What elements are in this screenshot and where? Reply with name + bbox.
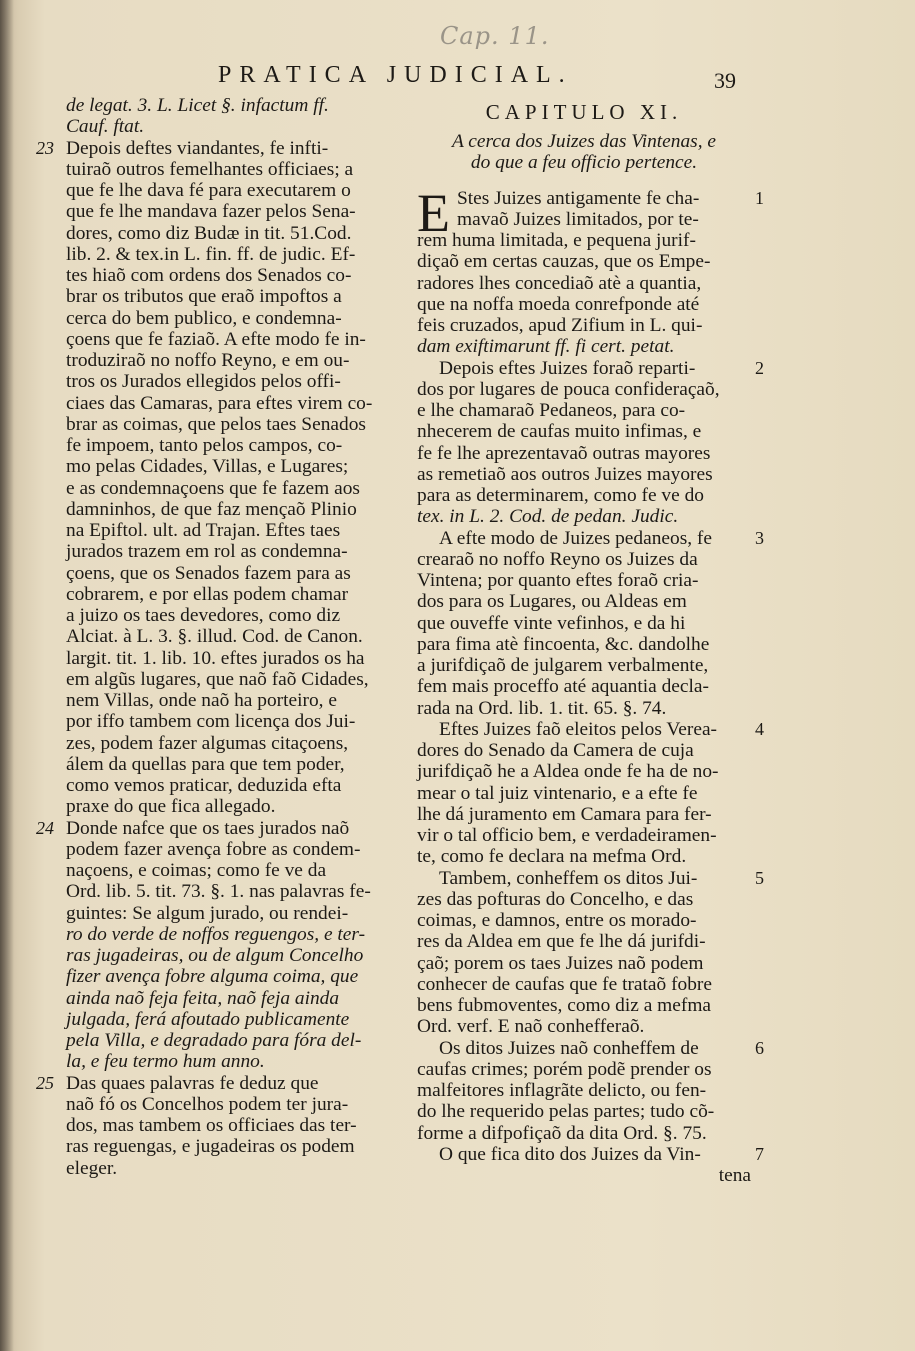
text-line-content: lib. 2. & tex.in L. fin. ff. de judic. Ef- [66,243,356,265]
text-line [417,464,751,485]
page-number: 39 [714,68,736,93]
text-line-content: ainda naõ feja feita, naõ feja ainda [66,987,340,1009]
text-line [417,591,751,612]
text-line-content: malfeitores inflagrãte delicto, ou fen- [417,1080,707,1101]
text-line [66,988,396,1009]
text-line-content: naçoens, e coimas; como fe ve da [66,860,327,881]
text-line-content: julgada, ferá afoutado publicamente [66,1008,350,1030]
text-line-content: nhecerem de caufas muito infimas, e [417,421,702,443]
text-line-content: tuiraõ outros femelhantes officiaes; a [66,158,354,180]
text-line-content: ras jugadeiras, ou de algum Concelho [66,945,364,966]
text-line-content: como vemos praticar, deduzida efta [66,775,342,796]
text-line [417,315,751,336]
text-line [66,265,396,286]
text-line [417,718,764,740]
text-line-content: damninhos, de que faz mençaõ Plinio [66,498,357,520]
text-line-content: Depois eftes Juizes foraõ reparti- [439,357,696,379]
text-line-content: Tambem, conheffem os ditos Jui- [439,867,698,889]
text-line-content: te, como fe declara na mefma Ord. [417,846,687,868]
text-line-content: que fe lhe dava fé para executarem o [66,180,351,201]
text-line [417,549,751,570]
text-line-content: rada na Ord. lib. 1. tit. 65. §. 74. [417,697,667,719]
text-line [66,371,396,392]
text-line-content: Vintena; por quanto eftes foraõ cria- [417,570,699,591]
text-line-content: Os ditos Juizes naõ conheffem de [439,1037,699,1059]
text-line [66,456,396,477]
text-line [66,1158,396,1179]
text-line-content: a juizo os taes devedores, como diz [66,605,341,626]
text-line [417,698,751,719]
text-line-content: res da Aldea em que fe lhe dá jurifdi- [417,931,706,953]
text-line [66,541,396,562]
text-line-content: bens fubmoventes, como diz a mefma [417,995,712,1016]
text-line-content: a jurifdiçaõ de julgarem verbalmente, [417,655,709,676]
text-line-content: guintes: Se algum jurado, ou rendei- [66,902,349,924]
chapter-subtitle-line-1: A cerca dos Juizes das Vintenas, e [451,131,717,152]
text-line-content: A efte modo de Juizes pedaneos, fe [439,527,712,549]
text-line-content: em algũs lugares, que naõ faõ Cidades, [66,668,369,690]
text-line-content: feis cruzados, apud Zifium in L. qui- [417,315,703,336]
text-line-content: Ord. lib. 5. tit. 73. §. 1. nas palavras fe- [66,881,371,903]
text-line [66,903,396,924]
text-line [417,974,751,995]
text-line-content: çoens, que os Senados fazem para as [66,562,351,584]
text-line [66,414,396,435]
text-line [66,966,396,987]
text-line [417,910,751,931]
text-line [66,1136,396,1157]
text-line [66,1030,396,1051]
text-line-content: jurifdiçaõ he a Aldea onde fe ha de no- [417,761,719,783]
text-line-content: dos, mas tambem os officiaes das ter- [66,1115,357,1136]
text-line-content: ciaes das Camaras, para eftes virem co- [66,392,373,414]
text-line [66,860,396,881]
text-line-content: que ouveffe vinte vefinhos, e da hi [417,612,686,634]
text-line [417,187,764,209]
text-line-content: álem da quellas para que tem poder, [66,753,345,775]
text-line-content: largit. tit. 1. lib. 10. eftes jurados os ha [66,647,365,669]
text-line-content: que na noffa moeda conrefponde até [417,293,700,315]
text-line [66,881,396,902]
text-line [66,796,396,817]
text-line-content: fizer avença fobre alguma coima, que [66,966,359,988]
text-line [417,846,751,867]
text-line-content: dores, como diz Budæ in tit. 51.Cod. [66,222,352,244]
text-line [417,613,751,634]
text-line [417,294,751,315]
paragraph-number: 25 [36,1072,54,1093]
text-line [66,520,396,541]
text-line-content: vir o tal officio bem, e verdadeiramen- [417,825,717,846]
text-line-content: lhe dá juramento em Camara para fer- [417,803,712,825]
text-line-content: diçaõ em certas cauzas, que os Empe- [417,251,711,273]
paragraph-number: 24 [36,817,54,838]
text-line [66,563,396,584]
text-line-content: cobrarem, e por ellas podem chamar [66,583,349,605]
text-line-content: cerca do bem publico, e condemna- [66,307,342,329]
text-line-content: la, e feu termo hum anno. [66,1051,265,1073]
text-line [417,740,751,761]
text-line-content: mo pelas Cidades, Villas, e Lugares; [66,456,349,478]
right-column-text [417,182,764,1187]
text-line [417,804,751,825]
text-line-content: fem mais proceffo até aquantia decla- [417,676,709,698]
text-line [66,1115,396,1136]
text-line [66,1094,396,1115]
text-line-content: brar os tributos que eraõ impoftos a [66,286,342,308]
text-line [417,1016,751,1037]
text-line [36,817,396,839]
text-line-content: zes das pofturas do Concelho, e das [417,888,694,910]
text-line [66,478,396,499]
handwritten-note: Cap. 11. [440,22,550,50]
text-line [36,137,396,159]
text-line [66,669,396,690]
text-line [417,1037,764,1059]
text-line-content: praxe do que fica allegado. [66,796,276,818]
text-line [66,690,396,711]
drop-cap: E [417,182,450,243]
text-line [417,783,751,804]
text-line [417,273,751,294]
text-line [66,775,396,796]
text-line-content: e lhe chamaraõ Pedaneos, para co- [417,400,686,421]
text-line-content: tex. in L. 2. Cod. de pedan. Judic. [417,506,679,528]
text-line-content: mavaõ Juizes limitados, por te- [457,208,699,230]
text-line-content: troduziraõ no noffo Reyno, e em ou- [66,350,350,371]
text-line [66,244,396,265]
text-line-content: ro do verde de noffos reguengos, e ter- [66,923,366,945]
text-line [66,159,396,180]
text-line [417,336,751,357]
paragraph-number: 23 [36,137,54,158]
text-line-content: dos por lugares de pouca confideraçaõ, [417,378,720,400]
text-line [417,676,751,697]
text-line [417,570,751,591]
text-line [417,506,751,527]
text-line [417,379,751,400]
text-line [66,180,396,201]
text-line-content: O que fica dito dos Juizes da Vin- [439,1143,701,1165]
text-line [417,931,751,952]
text-line [66,584,396,605]
text-line-content: Das quaes palavras fe deduz que [66,1072,319,1094]
text-line [417,230,751,251]
text-line-content: crearaõ no noffo Reyno os Juizes da [417,548,698,570]
text-line-content: naõ fó os Concelhos podem ter jura- [66,1093,349,1115]
text-line [417,527,764,549]
text-line [66,711,396,732]
text-line [66,945,396,966]
text-line [417,634,751,655]
text-line-content: dores do Senado da Camera de cuja [417,740,694,761]
text-line-content: coimas, e damnos, entre os morado- [417,910,697,931]
text-line-content: forme a difpofiçaõ da dita Ord. §. 75. [417,1122,707,1144]
text-line-content: brar as coimas, que pelos taes Senados [66,413,366,435]
text-line [66,754,396,775]
left-column [36,95,396,1179]
text-line-content: Stes Juizes antigamente fe cha- [457,187,700,209]
text-line-content: conhecer de caufas que fe trataõ fobre [417,973,712,995]
text-line-content: dos para os Lugares, ou Aldeas em [417,591,687,613]
text-line [417,1143,764,1165]
text-line [66,329,396,350]
text-line-content: Donde nafce que os taes jurados naõ [66,817,350,839]
text-line-content: fe impoem, tanto pelos campos, co- [66,435,343,456]
text-line [66,350,396,371]
text-line [417,1165,751,1186]
text-line [417,889,751,910]
text-line-content: podem fazer avença fobre as condem- [66,838,361,860]
text-line [417,825,751,846]
text-line-content: as remetiaõ aos outros Juizes mayores [417,463,713,485]
binding-shadow [0,0,14,1351]
text-line [66,605,396,626]
text-line [66,95,396,116]
text-line [417,251,751,272]
text-line [417,1123,751,1144]
text-line [66,1009,396,1030]
text-line-content: na Epiftol. ult. ad Trajan. Eftes taes [66,520,341,541]
text-line-content: de legat. 3. L. Licet §. infactum ff. [66,95,329,116]
text-line-content: para as determinarem, como fe ve do [417,485,704,506]
text-line-content: jurados trazem em rol as condemna- [66,541,348,563]
text-line [66,435,396,456]
paragraph-number: 1 [755,187,764,208]
paragraph-number: 2 [755,357,764,378]
text-line-content: eleger. [66,1157,118,1179]
text-line-content: nem Villas, onde naõ ha porteiro, e [66,690,337,711]
text-line [36,1072,396,1094]
text-line-content: radores lhes concediaõ atè a quantia, [417,272,702,294]
text-line [417,209,751,230]
text-line-content: rem huma limitada, e pequena jurif- [417,230,696,251]
text-line [66,286,396,307]
text-line [66,839,396,860]
text-line [417,867,764,889]
text-line [66,648,396,669]
running-head: PRATICA JUDICIAL. [218,62,573,88]
chapter-title: CAPITULO XI. [485,100,683,124]
text-line-content: fe fe lhe aprezentavaõ outras mayores [417,442,711,464]
paragraph-number: 4 [755,718,764,739]
text-line-content: zes, podem fazer algumas citaçoens, [66,732,349,754]
text-line [417,1059,751,1080]
text-line-content: caufas crimes; porém podẽ prender os [417,1058,712,1080]
text-line-content: dam exiftimarunt ff. fi cert. petat. [417,336,675,358]
text-line [417,953,751,974]
text-line-content: çoens que fe faziaõ. A efte modo fe in- [66,328,366,350]
text-line [66,1051,396,1072]
text-line [66,308,396,329]
paragraph-number: 6 [755,1037,764,1058]
text-line [417,421,751,442]
text-line-content: pela Villa, e degradado para fóra del- [66,1030,362,1051]
text-line-content: ras reguengas, e jugadeiras os podem [66,1136,355,1158]
text-line-content: çaõ; porem os taes Juizes naõ podem [417,952,704,974]
text-line [66,116,396,137]
text-line [417,655,751,676]
text-line [417,1101,751,1122]
paragraph-number: 5 [755,867,764,888]
text-line [66,499,396,520]
text-line-content: para fima atè fincoenta, &c. dandolhe [417,633,710,655]
text-line [417,761,751,782]
text-line [417,1080,751,1101]
text-line-content: e as condemnaçoens que fe fazem aos [66,477,360,499]
text-line [417,485,751,506]
text-line-content: que fe lhe mandava fazer pelos Sena- [66,201,356,223]
text-line-content: Depois deftes viandantes, fe infti- [66,137,329,159]
paragraph-number: 7 [755,1143,764,1164]
text-line-content: por iffo tambem com licença dos Jui- [66,711,356,733]
chapter-subtitle-line-2: do que a feu officio pertence. [470,152,698,174]
text-line-content: Ord. verf. E naõ conhefferaõ. [417,1016,645,1038]
text-line-content: Cauf. ftat. [66,116,145,138]
text-line [417,400,751,421]
text-line [417,357,764,379]
text-line-content: tena [718,1165,751,1186]
text-line [66,201,396,222]
text-line-content: tes hiaõ com ordens dos Senados co- [66,265,352,286]
paragraph-number: 3 [755,527,764,548]
text-line-content: do lhe requerido pelas partes; tudo cõ- [417,1101,715,1123]
text-line [66,393,396,414]
text-line-content: tros os Jurados ellegidos pelos offi- [66,371,341,393]
text-line [417,995,751,1016]
right-column [417,95,764,1186]
text-line-content: mear o tal juiz vintenario, e a efte fe [417,782,698,804]
text-line [66,223,396,244]
text-line [66,924,396,945]
text-line [66,626,396,647]
text-line [417,443,751,464]
text-line [66,733,396,754]
text-line-content: Eftes Juizes faõ eleitos pelos Verea- [439,718,718,740]
text-line-content: Alciat. à L. 3. §. illud. Cod. de Canon. [66,626,363,648]
